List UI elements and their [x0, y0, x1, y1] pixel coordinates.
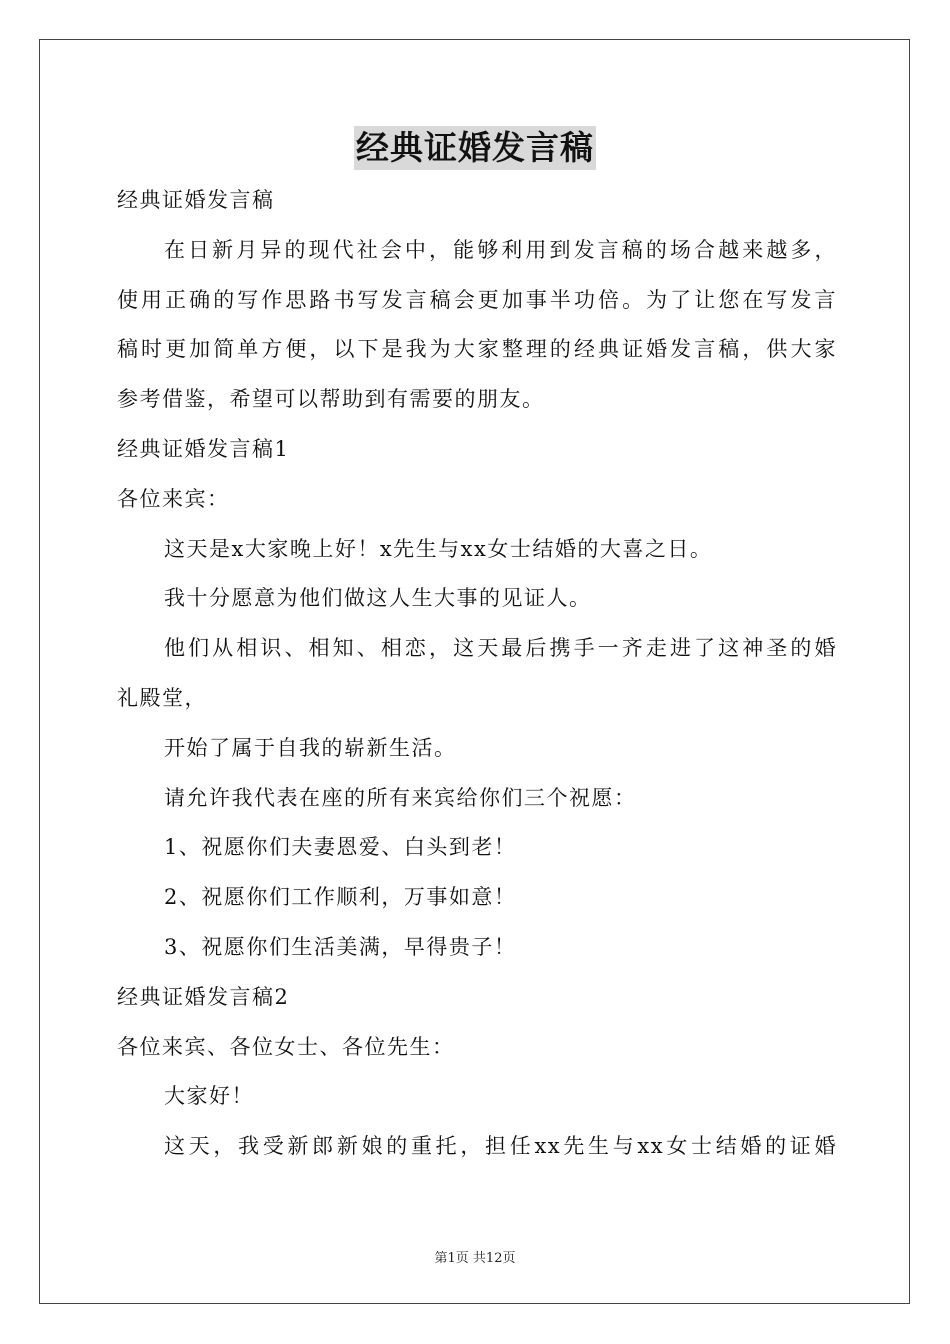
- page-footer: 第1页 共12页: [434, 1251, 516, 1266]
- text-line: 经典证婚发言稿2: [117, 984, 290, 1009]
- text-line: 这天，我受新郎新娘的重托，担任xx先生与xx女士结婚的证婚: [164, 1134, 837, 1159]
- text-line: 大家好！: [164, 1084, 254, 1109]
- text-line: 这天是x大家晚上好！x先生与xx女士结婚的大喜之日。: [164, 536, 713, 561]
- text-line: 经典证婚发言稿: [117, 188, 275, 212]
- text-line: 在日新月异的现代社会中，能够利用到发言稿的场合越来越多，: [164, 237, 837, 262]
- text-line: 使用正确的写作思路书写发言稿会更加事半功倍。为了让您在写发言: [117, 287, 837, 312]
- text-line: 请允许我代表在座的所有来宾给你们三个祝愿：: [164, 785, 637, 810]
- text-line: 1、祝愿你们夫妻恩爱、白头到老！: [164, 835, 517, 860]
- title-container: [0, 126, 950, 170]
- text-line: 3、祝愿你们生活美满，早得贵子！: [164, 934, 517, 959]
- text-line: 2、祝愿你们工作顺利，万事如意！: [164, 885, 517, 910]
- text-line: 各位来宾：: [117, 486, 230, 511]
- text-line: 他们从相识、相知、相恋，这天最后携手一齐走进了这神圣的婚: [164, 636, 837, 661]
- text-line: 参考借鉴，希望可以帮助到有需要的朋友。: [117, 387, 545, 412]
- document-body: [117, 176, 837, 1172]
- text-line: 开始了属于自我的崭新生活。: [164, 735, 457, 760]
- text-line: 各位来宾、各位女士、各位先生：: [117, 1034, 455, 1059]
- document-title: 经典证婚发言稿: [354, 126, 596, 170]
- text-line: 稿时更加简单方便，以下是我为大家整理的经典证婚发言稿，供大家: [117, 337, 837, 362]
- text-line: 礼殿堂，: [117, 685, 207, 710]
- text-line: 我十分愿意为他们做这人生大事的见证人。: [164, 586, 592, 611]
- text-line: 经典证婚发言稿1: [117, 436, 290, 461]
